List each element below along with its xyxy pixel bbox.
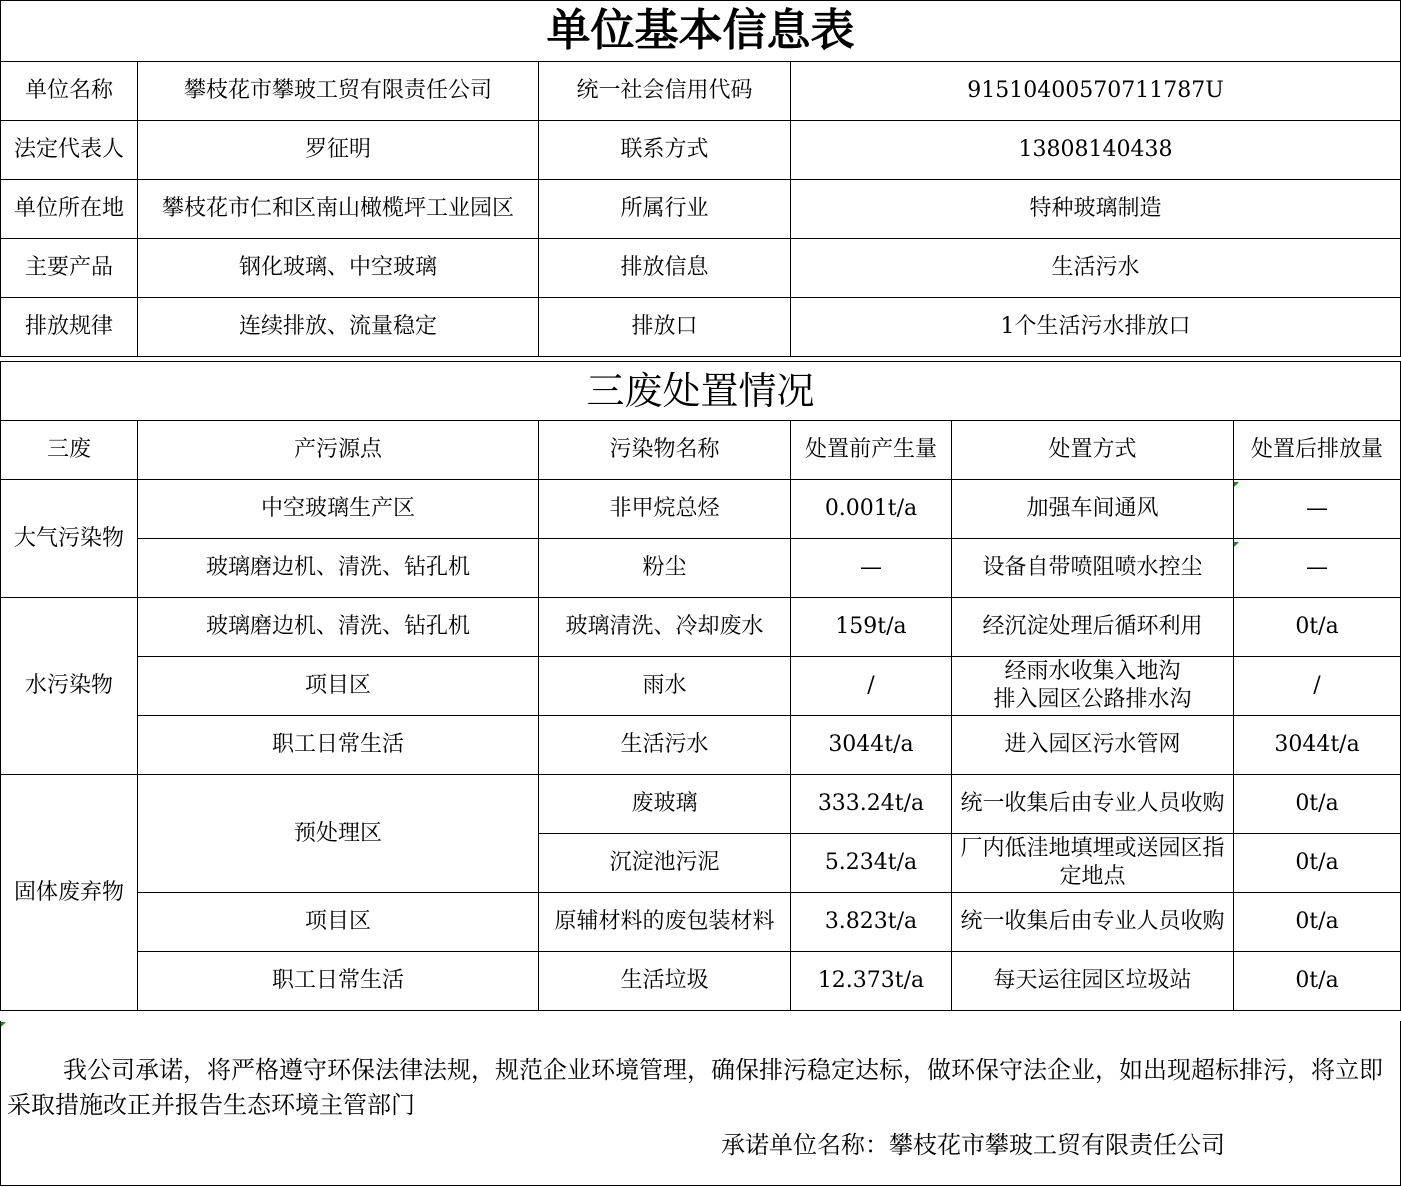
- source-cell: 职工日常生活: [138, 952, 539, 1011]
- field-label: 法定代表人: [1, 121, 138, 180]
- treatment-cell: 统一收集后由专业人员收购: [952, 893, 1234, 952]
- pollutant-cell: 生活垃圾: [539, 952, 791, 1011]
- field-value: 攀枝花市仁和区南山橄榄坪工业园区: [138, 180, 539, 239]
- field-label: 单位名称: [1, 62, 138, 121]
- amount-before-cell: 5.234t/a: [791, 834, 952, 893]
- cell-marker: [1234, 482, 1239, 487]
- column-header: 污染物名称: [539, 421, 791, 480]
- table-row: [1, 893, 1401, 952]
- field-label: 联系方式: [539, 121, 791, 180]
- field-label: 所属行业: [539, 180, 791, 239]
- table-row: [1, 539, 1401, 598]
- table-row: [1, 180, 1401, 239]
- source-cell: 中空玻璃生产区: [138, 480, 539, 539]
- waste-category: 固体废弃物: [1, 775, 138, 1011]
- table-row: [1, 62, 1401, 121]
- treatment-cell: 统一收集后由专业人员收购: [952, 775, 1234, 834]
- source-cell: 预处理区: [138, 775, 539, 893]
- amount-after-cell: 3044t/a: [1234, 716, 1401, 775]
- amount-before-cell: /: [791, 657, 952, 716]
- table-row: [1, 480, 1401, 539]
- source-cell: 项目区: [138, 657, 539, 716]
- field-label: 排放规律: [1, 298, 138, 357]
- field-value: 13808140438: [791, 121, 1401, 180]
- field-value: 罗征明: [138, 121, 539, 180]
- table-row: [1, 657, 1401, 716]
- amount-after-cell: 0t/a: [1234, 893, 1401, 952]
- amount-before-cell: —: [791, 539, 952, 598]
- treatment-cell: 厂内低洼地填埋或送园区指定地点: [952, 834, 1234, 893]
- source-cell: 职工日常生活: [138, 716, 539, 775]
- source-cell: 玻璃磨边机、清洗、钻孔机: [138, 539, 539, 598]
- column-header: 处置后排放量: [1234, 421, 1401, 480]
- commitment-text: 我公司承诺，将严格遵守环保法律法规，规范企业环境管理，确保排污稳定达标，做环保守法企业，如出现超标排污，将立即采取措施改正并报告生态环境主管部门: [7, 1056, 1383, 1119]
- amount-after-cell: 0t/a: [1234, 834, 1401, 893]
- amount-before-cell: 12.373t/a: [791, 952, 952, 1011]
- pollutant-cell: 废玻璃: [539, 775, 791, 834]
- pollutant-cell: 玻璃清洗、冷却废水: [539, 598, 791, 657]
- column-header: 三废: [1, 421, 138, 480]
- waste-category: 水污染物: [1, 598, 138, 775]
- treatment-cell: 加强车间通风: [952, 480, 1234, 539]
- table-row: [1, 598, 1401, 657]
- table-row: [1, 239, 1401, 298]
- header-row: [1, 421, 1401, 480]
- treatment-cell: 经沉淀处理后循环利用: [952, 598, 1234, 657]
- column-header: 产污源点: [138, 421, 539, 480]
- page-title: 单位基本信息表: [1, 1, 1401, 62]
- amount-before-cell: 333.24t/a: [791, 775, 952, 834]
- pollutant-cell: 生活污水: [539, 716, 791, 775]
- table-row: [1, 775, 1401, 834]
- basic-info-table: [0, 0, 1401, 357]
- field-label: 排放信息: [539, 239, 791, 298]
- column-header: 处置前产生量: [791, 421, 952, 480]
- treatment-cell: 进入园区污水管网: [952, 716, 1234, 775]
- field-value: 钢化玻璃、中空玻璃: [138, 239, 539, 298]
- column-header: 处置方式: [952, 421, 1234, 480]
- amount-before-cell: 3.823t/a: [791, 893, 952, 952]
- field-value: 攀枝花市攀玻工贸有限责任公司: [138, 62, 539, 121]
- field-label: 主要产品: [1, 239, 138, 298]
- source-cell: 玻璃磨边机、清洗、钻孔机: [138, 598, 539, 657]
- amount-after-cell: 0t/a: [1234, 952, 1401, 1011]
- field-value: 连续排放、流量稳定: [138, 298, 539, 357]
- pollutant-cell: 原辅材料的废包装材料: [539, 893, 791, 952]
- source-cell: 项目区: [138, 893, 539, 952]
- commitment-box: [0, 1021, 1401, 1186]
- pollutant-cell: 非甲烷总烃: [539, 480, 791, 539]
- cell-marker: [1234, 542, 1239, 547]
- pollutant-cell: 粉尘: [539, 539, 791, 598]
- field-value: 生活污水: [791, 239, 1401, 298]
- waste-category: 大气污染物: [1, 480, 138, 598]
- pollutant-cell: 沉淀池污泥: [539, 834, 791, 893]
- field-label: 单位所在地: [1, 180, 138, 239]
- waste-table: [0, 361, 1401, 1011]
- table-row: [1, 716, 1401, 775]
- cell-marker: [1, 1022, 6, 1027]
- amount-after-cell: —: [1234, 539, 1401, 598]
- field-label: 统一社会信用代码: [539, 62, 791, 121]
- treatment-cell: 经雨水收集入地沟 排入园区公路排水沟: [952, 657, 1234, 716]
- field-value: 1个生活污水排放口: [791, 298, 1401, 357]
- signature: 承诺单位名称：攀枝花市攀玻工贸有限责任公司: [721, 1131, 1225, 1159]
- amount-before-cell: 3044t/a: [791, 716, 952, 775]
- table-row: [1, 952, 1401, 1011]
- table-row: [1, 121, 1401, 180]
- table-row: [1, 298, 1401, 357]
- section-title: 三废处置情况: [1, 362, 1401, 421]
- field-value: 91510400570711787U: [791, 62, 1401, 121]
- treatment-cell: 设备自带喷阻喷水控尘: [952, 539, 1234, 598]
- field-value: 特种玻璃制造: [791, 180, 1401, 239]
- amount-before-cell: 159t/a: [791, 598, 952, 657]
- amount-after-cell: —: [1234, 480, 1401, 539]
- amount-after-cell: /: [1234, 657, 1401, 716]
- amount-after-cell: 0t/a: [1234, 775, 1401, 834]
- field-label: 排放口: [539, 298, 791, 357]
- treatment-cell: 每天运往园区垃圾站: [952, 952, 1234, 1011]
- pollutant-cell: 雨水: [539, 657, 791, 716]
- amount-before-cell: 0.001t/a: [791, 480, 952, 539]
- amount-after-cell: 0t/a: [1234, 598, 1401, 657]
